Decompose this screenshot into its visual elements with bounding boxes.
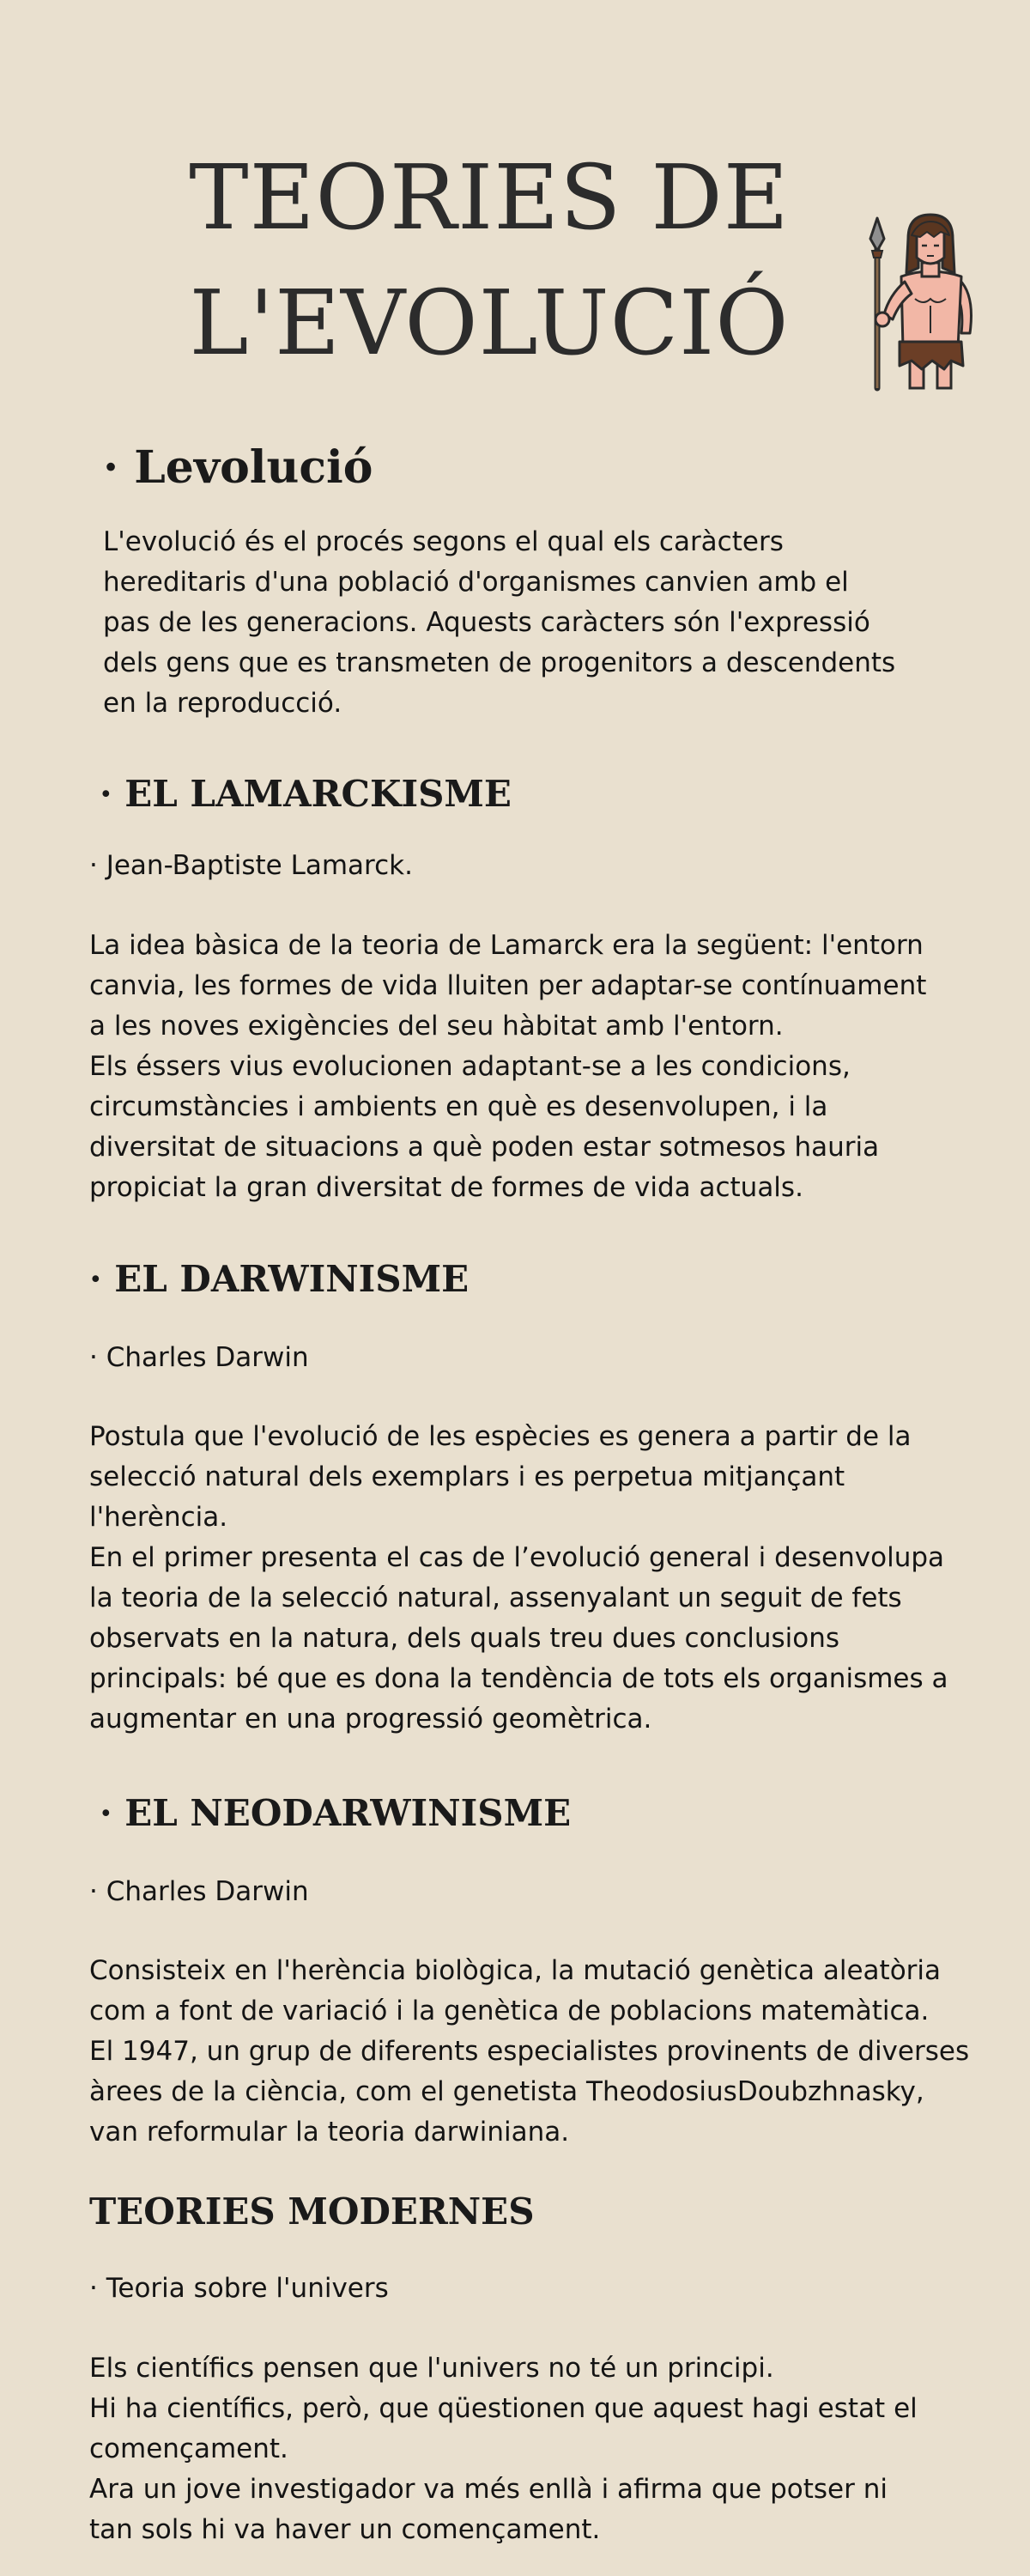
section-body: La idea bàsica de la teoria de Lamarck era la següent: l'entorn canvia, les formes de vida lluiten per adaptar-se contínuament a les noves exigències del seu hàbitat amb l'entorn. Els éssers vius evolucionen adaptant-se a les condicions, circumstàncies i ambients en què es desenvolupen, i la diversitat de situacions a què poden estar sotmesos hauria propiciat la gran diversitat de formes de vida actuals. [89, 930, 927, 1203]
section-heading: · EL LAMARCKISME [100, 773, 512, 815]
section-heading: · EL DARWINISME [89, 1258, 470, 1300]
section-subheading: · Teoria sobre l'univers [89, 2273, 389, 2304]
section-body: Consisteix en l'herència biològica, la mutació genètica aleatòria com a font de variació i la genètica de poblacions matemàtica. El 1947, un grup de diferents especialistes provinents de diverses àrees de la ciència, com el genetista TheodosiusDoubzhnasky, van reformular la teoria darwiniana. [89, 1955, 970, 2148]
page-title-line-1: TEORIES DE [189, 145, 790, 250]
section-heading: · EL NEODARWINISME [100, 1792, 572, 1834]
section-heading: TEORIES MODERNES [89, 2190, 535, 2233]
page-title-line-2: L'EVOLUCIÓ [189, 270, 790, 375]
section-body: Postula que l'evolució de les espècies es genera a partir de la selecció natural dels exemplars i es perpetua mitjançant l'herència. En el primer presenta el cas de l’evolució general i desenvolupa la teoria de la selecció natural, assenyalant un seguit de fets observats en la natura, dels quals treu dues conclusions principals: bé que es dona la tendència de tots els organismes a augmentar en una progressió geomètrica. [89, 1421, 948, 1735]
section-subheading: · Charles Darwin [89, 1876, 309, 1907]
section-subheading: · Charles Darwin [89, 1342, 309, 1373]
section-subheading: · Jean-Baptiste Lamarck. [89, 850, 413, 881]
section-heading: · Levolució [103, 441, 373, 494]
section-body: L'evolució és el procés segons el qual els caràcters hereditaris d'una població d'organismes canvien amb el pas de les generacions. Aquests caràcters són l'expressió dels gens que es transmeten de progenitors a descendents en la reproducció. [103, 526, 896, 719]
section-body: Els científics pensen que l'univers no té un principi. Hi ha científics, però, que qüestionen que aquest hagi estat el començament. Ara un jove investigador va més enllà i afirma que potser ni tan sols hi va haver un començament. [89, 2353, 918, 2545]
caveman-with-spear-icon [858, 213, 987, 392]
